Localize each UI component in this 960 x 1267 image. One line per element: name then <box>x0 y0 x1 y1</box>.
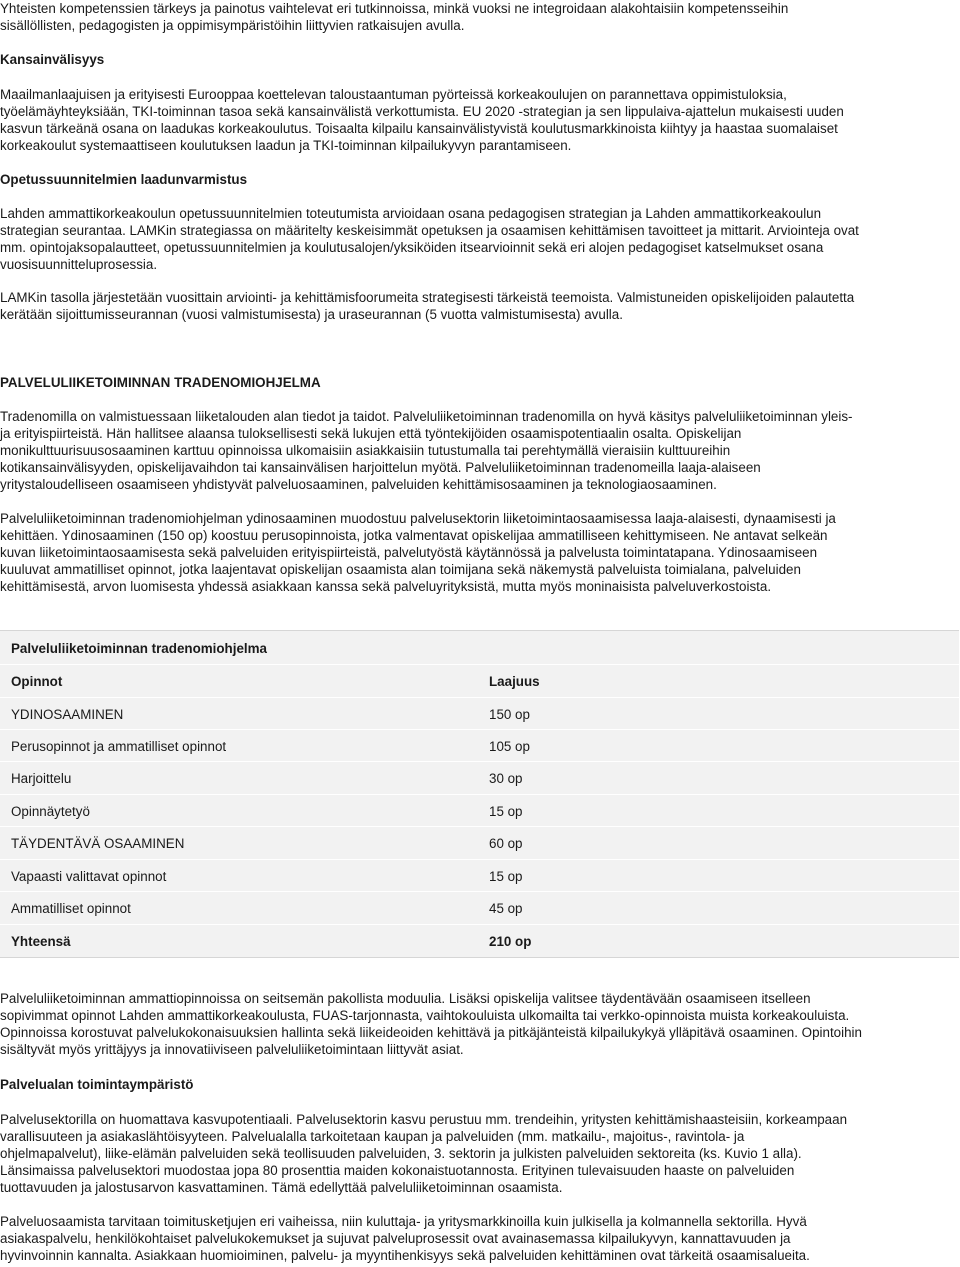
text-line: kotikansainvälisyyden, opiskelijavaihdon tai kansainvälisen harjoittelun myötä. Palveluliiketoiminnan tradenomeilla laaja-alaiseen <box>0 460 761 475</box>
text-line: kehittäen. Ydinosaaminen (150 op) koostuu perusopinnoista, jotka valmentavat opiskelijaa ammatilliseen kehittymiseen. Ne antavat selkeän <box>0 528 828 543</box>
text-line: monikulttuurisuusosaaminen karttuu opinnoissa ulkomaisiin asiakkaisiin tutustumalla tai perehtymällä vieraisiin kulttuureihin <box>0 443 731 458</box>
text-line: kasvun tärkeänä osana on laadukas korkeakoulutus. Toisaalta kilpailu kansainvälistyvistä koulutusmarkkinoista kiihtyy ja haastaa suomalaiset <box>0 121 838 136</box>
row-value: 15 op <box>489 869 523 884</box>
table-row <box>0 794 959 828</box>
table-row <box>0 729 959 763</box>
moduulit-paragraph <box>0 990 954 1058</box>
section-heading-laadunvarmistus: Opetussuunnitelmien laadunvarmistus <box>0 172 248 187</box>
section-heading-kansainvalisyys: Kansainvälisyys <box>0 52 105 67</box>
row-name: Yhteensä <box>11 934 71 949</box>
text-line: kehittämisestä, arvon luomisesta yhdessä asiakkaan kanssa sekä palveluyrityksistä, mutta myös moninaisista palveluverkostoista. <box>0 579 772 594</box>
toimintaymparisto-paragraph-1 <box>0 1111 954 1196</box>
row-name: Harjoittelu <box>11 771 72 786</box>
column-header-laajuus: Laajuus <box>489 674 540 689</box>
laadunvarmistus-paragraph-1 <box>0 205 954 273</box>
row-value: 30 op <box>489 771 523 786</box>
row-name: YDINOSAAMINEN <box>11 707 124 722</box>
row-name: Ammatilliset opinnot <box>11 901 131 916</box>
table-header-row <box>0 664 959 698</box>
row-value: 105 op <box>489 739 530 754</box>
text-line: Yhteisten kompetenssien tärkeys ja painotus vaihtelevat eri tutkinnoissa, minkä vuoksi ne integroidaan alakohtaisiin kompetensseihin <box>0 1 789 16</box>
table-title: Palveluliiketoiminnan tradenomiohjelma <box>11 641 267 656</box>
text-line: ja erityispiirteistä. Hän hallitsee alaansa tuloksellisesti sekä lukujen että työntekijöiden osaamispotentiaalin osalta. Opiskelijan <box>0 426 742 441</box>
row-value: 210 op <box>489 934 532 949</box>
text-line: LAMKin tasolla järjestetään vuosittain arviointi- ja kehittämisfoorumeita strategisesti tärkeistä teemoista. Valmistuneiden opiskelijoiden palautetta <box>0 290 855 305</box>
row-value: 45 op <box>489 901 523 916</box>
text-line: vuosisuunnitteluprosessia. <box>0 257 158 272</box>
row-name: Opinnäytetyö <box>11 804 90 819</box>
tradenomi-paragraph-1 <box>0 408 954 493</box>
text-line: varallisuuteen ja asiakaslähtöisyyteen. Palvelualalla tarkoitetaan kaupan ja palveluiden (mm. matkailu-, majoitus-, ravintola- ja <box>0 1129 745 1144</box>
text-line: asiakaspalvelu, henkilökohtaiset palvelukokemukset ja sujuvat palveluprosessit ovat avainasemassa kilpailukyvyn, kannattavuuden ja <box>0 1231 791 1246</box>
text-line: sisällöllisten, pedagogisten ja oppimisympäristöihin liittyvien ratkaisujen avulla. <box>0 18 465 33</box>
laadunvarmistus-paragraph-2 <box>0 289 954 323</box>
text-line: kerätään sijoittumisseurannan (vuosi valmistumisesta) ja uraseurannan (5 vuotta valmistumisesta) avulla. <box>0 307 623 322</box>
tradenomi-paragraph-2 <box>0 510 954 595</box>
row-name: Perusopinnot ja ammatilliset opinnot <box>11 739 227 754</box>
section-heading-tradenomiohjelma: PALVELULIIKETOIMINNAN TRADENOMIOHJELMA <box>0 375 321 390</box>
table-row <box>0 891 959 925</box>
intro-paragraph <box>0 0 954 34</box>
text-line: hyvinvoinnin kannalta. Asiakkaan huomioiminen, palvelu- ja myyntihenkisyys sekä palveluiden kehittäminen ovat tärkeitä osaamisalueita. <box>0 1248 810 1263</box>
text-line: Maailmanlaajuisen ja erityisesti Eurooppaa koettelevan taloustaantuman pyörteissä korkeakoulujen on parannettava oppimistuloksia, <box>0 87 787 102</box>
table-row <box>0 826 959 860</box>
row-value: 60 op <box>489 836 523 851</box>
text-line: Palveluliiketoiminnan ammattiopinnoissa on seitsemän pakollista moduulia. Lisäksi opiskelija valitsee täydentävään osaamiseen itselleen <box>0 991 811 1006</box>
text-line: Tradenomilla on valmistuessaan liiketalouden alan tiedot ja taidot. Palveluliiketoiminnan tradenomilla on hyvä käsitys palveluliiketoiminnan yleis- <box>0 409 853 424</box>
row-name: TÄYDENTÄVÄ OSAAMINEN <box>11 836 185 851</box>
table-row <box>0 761 959 795</box>
table-row <box>0 859 959 893</box>
text-line: strategian seurantaa. LAMKin strategiassa on määritelty keskeisimmät opetuksen ja osaamisen kehittämisen tavoitteet ja mittarit. Arviointeja ovat <box>0 223 859 238</box>
kansainvalisyys-paragraph <box>0 86 954 154</box>
text-line: korkeakoulut systemaattiseen koulutuksen laadun ja TKI-toiminnan kilpailukyvyn parantamiseen. <box>0 138 572 153</box>
text-line: Lahden ammattikorkeakoulun opetussuunnitelmien toteutumista arvioidaan osana pedagogisen strategian ja Lahden ammattikorkeakoulun <box>0 206 822 221</box>
table-row <box>0 697 959 731</box>
text-line: Palveluosaamista tarvitaan toimitusketjujen eri vaiheissa, niin kuluttaja- ja yritysmarkkinoilla kuin julkisella ja kolmannella sektorilla. Hyvä <box>0 1214 807 1229</box>
text-line: ohjelmapalvelut), liike-elämän palveluiden sekä teollisuuden palveluiden, 3. sektorin ja julkisten palveluiden sektoreita (ks. Kuvio 1 alla). <box>0 1146 802 1161</box>
text-line: Opinnoissa korostuvat palvelukokonaisuuksien hallinta sekä liikeideoiden kehittävä ja pitkäjänteistä kilpailukykyä ylläpitävä osaaminen. Opintoihin <box>0 1025 862 1040</box>
row-value: 150 op <box>489 707 530 722</box>
text-line: Länsimaissa palvelusektori muodostaa jopa 80 prosenttia maiden kokonaistuotannosta. Erityinen tulevaisuuden haaste on palveluiden <box>0 1163 795 1178</box>
text-line: kuvan liiketoimintaosaamisesta sekä palveluiden erityispiirteistä, palvelutyöstä käytännössä ja palvelusta toimintatapana. Ydinosaamiseen <box>0 545 818 560</box>
text-line: työelämäyhteyksiään, TKI-toiminnan tasoa sekä kansainvälistä verkottumista. EU 2020 -strategian ja sen lippulaiva-ajattelun mukaisesti uuden <box>0 104 844 119</box>
curriculum-table <box>0 630 959 958</box>
text-line: sisältyvät myös yrittäjyys ja innovatiiviseen palveluliiketoimintaan liittyvät asiat. <box>0 1042 464 1057</box>
row-value: 15 op <box>489 804 523 819</box>
text-line: Palveluliiketoiminnan tradenomiohjelman ydinosaaminen muodostuu palvelusektorin liiketoimintaosaamisessa laaja-alaisesti, dynaamisesti ja <box>0 511 836 526</box>
text-line: mm. opintojaksopalautteet, opetussuunnitelmien ja koulutusalojen/yksiköiden itsearvioinnit sekä eri alojen pedagogiset katselmukset osana <box>0 240 824 255</box>
text-line: kuuluvat ammatilliset opinnot, jotka laajentavat opiskelijan osaamista alan toimijana sekä näkemystä palveluista toimialana, palveluiden <box>0 562 801 577</box>
column-header-opinnot: Opinnot <box>11 674 63 689</box>
text-line: sopivimmat opinnot Lahden ammattikorkeakoulusta, FUAS-tarjonnasta, vaihtokouluista ulkomailta tai verkko-opinnoista muista korkeakouluista. <box>0 1008 850 1023</box>
toimintaymparisto-paragraph-2 <box>0 1213 954 1264</box>
text-line: tuottavuuden ja jalostusarvon kasvattaminen. Tämä edellyttää palveluliiketoiminnan osaamista. <box>0 1180 563 1195</box>
section-heading-toimintaymparisto: Palvelualan toimintaympäristö <box>0 1077 194 1092</box>
text-line: yritystaloudelliseen osaamiseen yhdistyvät palveluosaaminen, palveluiden kehittämisosaaminen ja teknologiaosaaminen. <box>0 477 717 492</box>
row-name: Vapaasti valittavat opinnot <box>11 869 167 884</box>
table-total-row <box>0 924 959 958</box>
text-line: Palvelusektorilla on huomattava kasvupotentiaali. Palvelusektorin kasvu perustuu mm. trendeihin, yritysten kehittämishaasteisiin, korkeampaan <box>0 1112 848 1127</box>
